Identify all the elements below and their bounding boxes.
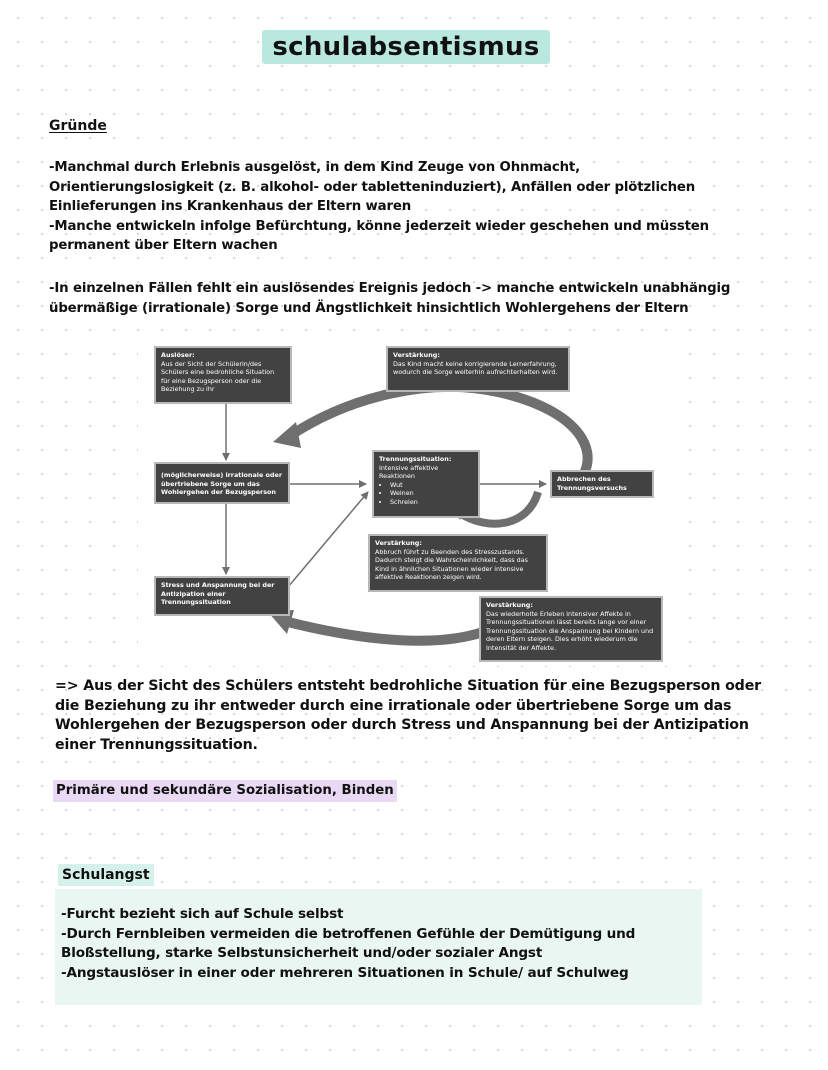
box-trennung-item: • Wut: [390, 481, 473, 490]
box-verstaerkung-1-text: Das Kind macht keine korrigierende Lernerfahrung, wodurch die Sorge weiterhin aufrechterhalten wird.: [393, 359, 558, 377]
gruende-line: -Manchmal durch Erlebnis ausgelöst, in dem Kind Zeuge von Ohnmacht,: [49, 160, 581, 175]
box-verstaerkung-1: [386, 346, 570, 392]
box-abbrechen: [550, 470, 654, 498]
section-heading-schulangst: Schulangst: [58, 864, 154, 886]
arrow-stress-to-trennung: [288, 492, 368, 587]
box-verstaerkung-3-title: Verstärkung:: [486, 601, 533, 609]
box-trennung-text: Intensive affektive Reaktionen: [379, 463, 439, 481]
conclusion-text: [55, 677, 761, 755]
schulangst-text: [61, 905, 635, 983]
section-heading-gruende: Gründe: [49, 118, 107, 134]
box-ausloeser-text: Aus der Sicht der Schülerin/des Schülers eine bedrohliche Situation für eine Bezugsperson oder die Beziehung zu ihr: [161, 359, 275, 394]
page-title: schulabsentismus: [262, 30, 550, 64]
box-verstaerkung-2: [368, 534, 548, 592]
gruende-text: [49, 158, 709, 256]
box-ausloeser-title: Auslöser:: [161, 351, 195, 359]
schulangst-line: -Furcht bezieht sich auf Schule selbst: [61, 906, 344, 922]
box-trennung-item: • Weinen: [390, 489, 473, 498]
box-sorge: [154, 462, 290, 504]
arrow-verstaerkung-loop-bottom: [288, 622, 483, 641]
conclusion-line: einer Trennungssituation.: [55, 736, 258, 753]
gruende-line: permanent über Eltern wachen: [49, 238, 278, 254]
box-ausloeser: [154, 346, 292, 404]
box-verstaerkung-1-title: Verstärkung:: [393, 351, 440, 359]
conclusion-line: => Aus der Sicht des Schülers entsteht bedrohliche Situation für eine Bezugsperson oder: [55, 678, 762, 694]
box-stress: [154, 576, 290, 616]
gruende-text-2: [49, 279, 730, 318]
box-abbrechen-text: Abbrechen des Trennungsversuchs: [557, 475, 627, 492]
gruende-line: -In einzelnen Fällen fehlt ein auslösendes Ereignis jedoch -> manche entwickeln unabhängig: [49, 281, 731, 296]
gruende-line: Orientierungslosigkeit (z. B. alkohol- oder tabletteninduziert), Anfällen oder plötzlichen: [49, 179, 696, 195]
box-sorge-text: (möglicherweise) irrationale oder übertriebene Sorge um das Wohlergehen der Bezugsperson: [161, 471, 282, 497]
box-verstaerkung-3: [479, 596, 663, 662]
schulangst-line: Bloßstellung, starke Selbstunsicherheit und/oder sozialer Angst: [61, 945, 543, 962]
gruende-line: Einlieferungen ins Krankenhaus der Eltern waren: [49, 199, 412, 215]
box-trennung-list: [379, 481, 473, 507]
box-stress-text: Stress und Anspannung bei der Antizipation einer Trennungssituation: [161, 581, 275, 607]
schulangst-line: -Durch Fernbleiben vermeiden die betroffenen Gefühle der Demütigung und: [61, 925, 636, 942]
schulangst-line: -Angstauslöser in einer oder mehreren Situationen in Schule/ auf Schulweg: [61, 964, 629, 981]
box-trennung-title: Trennungssituation:: [379, 455, 452, 463]
box-trennungssituation: [372, 450, 480, 518]
conclusion-line: Wohlergehen der Bezugsperson oder durch Stress und Anspannung bei der Antizipation: [55, 717, 749, 733]
box-verstaerkung-2-text: Abbruch führt zu Beenden des Stresszustands. Dadurch steigt die Wahrscheinlichkeit, dass das Kind in ähnlichen Situationen wieder intensive affektive Reaktionen zeigen wird.: [375, 547, 528, 582]
box-verstaerkung-2-title: Verstärkung:: [375, 539, 422, 547]
sozialisation-highlight: Primäre und sekundäre Sozialisation, Binden: [53, 780, 397, 802]
conclusion-line: die Beziehung zu ihr entweder durch eine irrationale oder übertriebene Sorge um das: [55, 697, 732, 714]
gruende-line: übermäßige (irrationale) Sorge und Ängstlichkeit hinsichtlich Wohlergehens der Eltern: [49, 300, 689, 316]
gruende-line: -Manche entwickeln infolge Befürchtung, könne jederzeit wieder geschehen und müssten: [49, 218, 709, 234]
box-verstaerkung-3-text: Das wiederholte Erleben intensiver Affekte in Trennungssituationen lässt bereits lange vor einer Trennungssituation die Anspannung bei Kindern und deren Eltern steigen. Dies erhöht wiederum die Intensität der Affekte.: [486, 609, 654, 652]
box-trennung-item: • Schreien: [390, 498, 473, 507]
anxiety-cycle-diagram: [138, 342, 682, 666]
